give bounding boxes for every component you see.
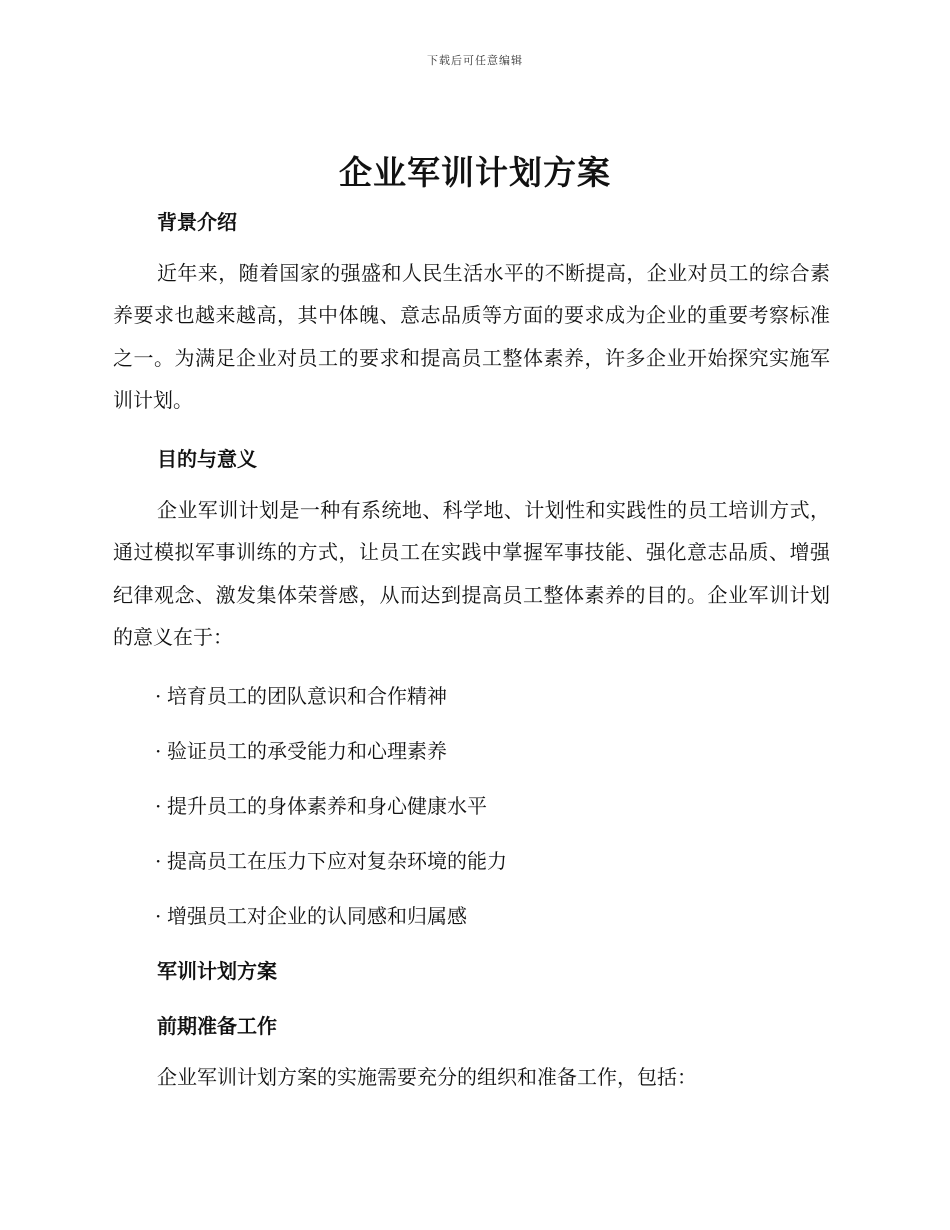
paragraph-background: 近年来，随着国家的强盛和人民生活水平的不断提高，企业对员工的综合素养要求也越来越高，其中体魄、意志品质等方面的要求成为企业的重要考察标准之一。为满足企业对员工的要求和提高员工整体素养，许多企业开始探究实施军训计划。 — [113, 261, 830, 412]
bullet-dot: · — [155, 904, 162, 928]
document-title: 企业军训计划方案 — [339, 153, 611, 192]
paragraph-purpose: 企业军训计划是一种有系统地、科学地、计划性和实践性的员工培训方式，通过模拟军事训练的方式，让员工在实践中掌握军事技能、强化意志品质、增强纪律观念、激发集体荣誉感，从而达到提高员工整体素养的目的。企业军训计划的意义在于： — [113, 498, 830, 649]
bullet-dot: · — [155, 739, 162, 763]
heading-preparation: 前期准备工作 — [157, 1014, 277, 1038]
paragraph-preparation: 企业军训计划方案的实施需要充分的组织和准备工作，包括： — [157, 1065, 697, 1089]
list-item-text: 增强员工对企业的认同感和归属感 — [167, 904, 467, 928]
list-item — [155, 790, 487, 819]
list-item-text: 提高员工在压力下应对复杂环境的能力 — [167, 849, 507, 873]
bullet-dot: · — [155, 684, 162, 708]
list-item — [155, 735, 447, 764]
bullet-dot: · — [155, 849, 162, 873]
list-item — [155, 845, 507, 874]
list-item — [155, 900, 467, 929]
heading-background: 背景介绍 — [157, 210, 237, 234]
bullet-dot: · — [155, 794, 162, 818]
list-item-text: 验证员工的承受能力和心理素养 — [167, 739, 447, 763]
list-item — [155, 680, 447, 709]
list-item-text: 培育员工的团队意识和合作精神 — [167, 684, 447, 708]
list-item-text: 提升员工的身体素养和身心健康水平 — [167, 794, 487, 818]
page-header-note: 下载后可任意编辑 — [427, 54, 523, 67]
heading-plan: 军训计划方案 — [157, 959, 277, 983]
heading-purpose: 目的与意义 — [157, 447, 257, 471]
